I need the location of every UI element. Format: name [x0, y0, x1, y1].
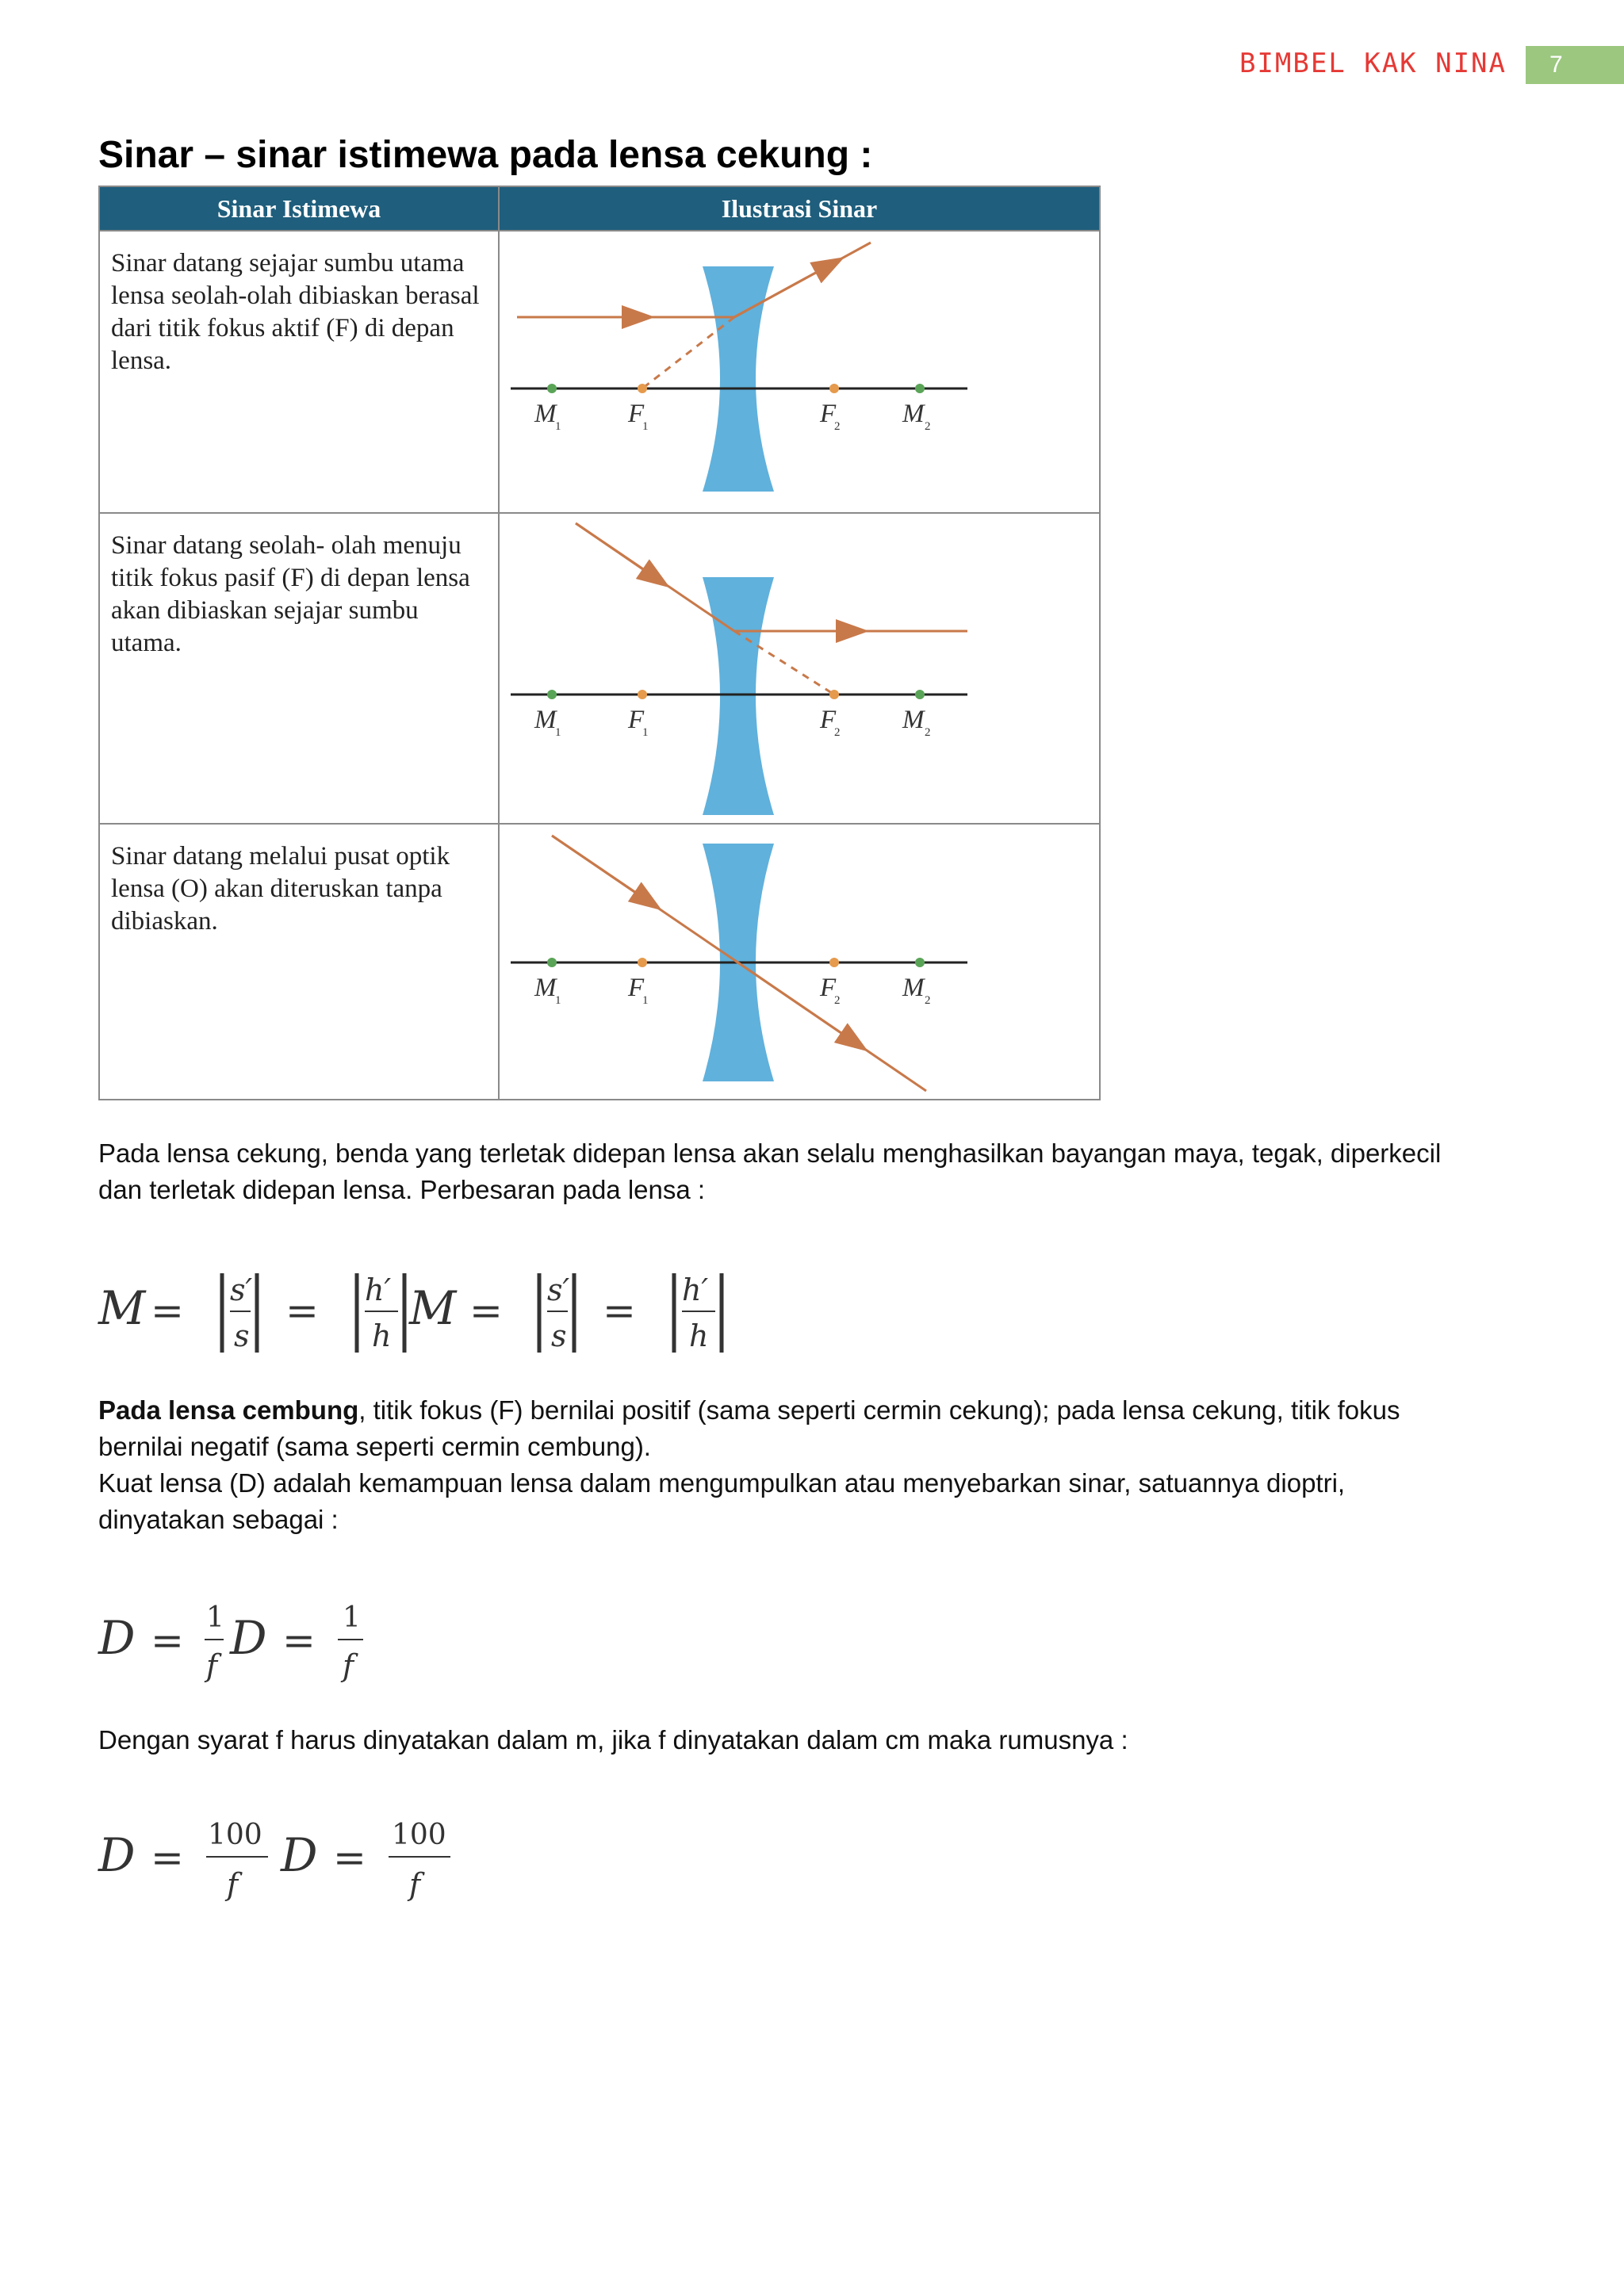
point-m2 — [915, 958, 925, 967]
point-m2 — [915, 384, 925, 393]
formula-den: f — [409, 1867, 421, 1902]
col-header-sinar-istimewa: Sinar Istimewa — [99, 186, 499, 231]
point-f2 — [829, 958, 839, 967]
formula-den: f — [343, 1648, 354, 1683]
power-formula — [95, 1589, 396, 1700]
formula-eq: = — [469, 1288, 503, 1334]
label-f1: F — [628, 706, 645, 734]
label-f1: F — [628, 974, 645, 1002]
label-m2: M — [902, 974, 925, 1002]
formula-eq: = — [151, 1288, 184, 1334]
text-line: Kuat lensa (D) adalah kemampuan lensa dalam mengumpulkan atau menyebarkan sinar, satuannya dioptri, — [98, 1468, 1346, 1498]
point-f1 — [638, 958, 647, 967]
point-f2 — [829, 384, 839, 393]
ray-diagram-parallel — [500, 232, 1099, 512]
formula-s-prime: s′ — [230, 1272, 253, 1307]
label-m2-sub: 2 — [925, 994, 931, 1007]
table-row — [99, 231, 1100, 513]
page-title: Sinar – sinar istimewa pada lensa cekung : — [98, 134, 873, 176]
ray-diagram-center — [500, 825, 1099, 1099]
label-f2-sub: 2 — [834, 994, 841, 1007]
text-line: dan terletak didepan lensa. Perbesaran pada lensa : — [98, 1175, 706, 1204]
point-f1 — [638, 384, 647, 393]
formula-m: M — [409, 1281, 457, 1335]
label-m1-sub: 1 — [555, 994, 561, 1007]
paragraph-unit-condition — [98, 1722, 1526, 1758]
text-line: dinyatakan sebagai : — [98, 1505, 339, 1534]
point-m1 — [547, 690, 557, 699]
formula-d: D — [98, 1828, 136, 1882]
bold-term: Pada lensa cembung — [98, 1395, 359, 1425]
formula-num: 100 — [208, 1819, 262, 1851]
label-f1-sub: 1 — [642, 994, 649, 1007]
table-header-row — [99, 186, 1100, 231]
label-m2-sub: 2 — [925, 420, 931, 433]
magnification-formula — [95, 1259, 745, 1362]
formula-s: s — [551, 1318, 567, 1353]
label-m2: M — [902, 400, 925, 428]
ray-diagram-focal — [500, 514, 1099, 823]
ray-description-3: Sinar datang melalui pusat optik lensa (O) akan diteruskan tanpa dibiaskan. — [99, 824, 499, 1100]
point-m2 — [915, 690, 925, 699]
header-brand: BIMBEL KAK NINA — [1239, 48, 1507, 79]
formula-num: 1 — [206, 1601, 224, 1634]
label-f1-sub: 1 — [642, 726, 649, 739]
special-rays-table — [98, 186, 1101, 1100]
formula-h: h — [372, 1318, 392, 1353]
ray-illustration-2 — [499, 513, 1100, 824]
formula-m: M — [98, 1281, 146, 1335]
concave-lens — [703, 577, 774, 815]
ray-description-2: Sinar datang seolah- olah menuju titik fokus pasif (F) di depan lensa akan dibiaskan sejajar sumbu utama. — [99, 513, 499, 824]
point-m1 — [547, 958, 557, 967]
formula-s-prime: s′ — [547, 1272, 570, 1307]
label-f1: F — [628, 400, 645, 428]
formula-num: 100 — [392, 1819, 446, 1851]
label-f2: F — [820, 706, 837, 734]
power-formula-cm — [95, 1806, 508, 1917]
point-f2 — [829, 690, 839, 699]
point-m1 — [547, 384, 557, 393]
paragraph-focal-sign — [98, 1392, 1526, 1538]
formula-eq: = — [282, 1617, 316, 1663]
page-number: 7 — [1526, 46, 1624, 84]
formula-den: f — [227, 1867, 239, 1902]
point-f1 — [638, 690, 647, 699]
formula-s: s — [234, 1318, 250, 1353]
text-line: Pada lensa cembung, titik fokus (F) bernilai positif (sama seperti cermin cekung); pada lensa cekung, titik fokus — [98, 1395, 1400, 1425]
formula-h-prime: h′ — [365, 1272, 392, 1307]
ray-illustration-3 — [499, 824, 1100, 1100]
ray-illustration-1 — [499, 231, 1100, 513]
paragraph-concave-image — [98, 1135, 1526, 1208]
formula-h-prime: h′ — [682, 1272, 709, 1307]
formula-d: D — [230, 1611, 267, 1665]
formula-eq: = — [285, 1288, 319, 1334]
label-f1-sub: 1 — [642, 420, 649, 433]
formula-num: 1 — [343, 1601, 361, 1634]
table-row — [99, 513, 1100, 824]
text-line: bernilai negatif (sama seperti cermin cembung). — [98, 1432, 651, 1461]
formula-den: f — [206, 1648, 218, 1683]
formula-eq: = — [151, 1835, 184, 1881]
formula-d: D — [281, 1828, 318, 1882]
formula-h: h — [689, 1318, 709, 1353]
label-m1: M — [534, 706, 557, 734]
ray-description-1: Sinar datang sejajar sumbu utama lensa seolah-olah dibiaskan berasal dari titik fokus aktif (F) di depan lensa. — [99, 231, 499, 513]
label-m1: M — [534, 974, 557, 1002]
label-f2-sub: 2 — [834, 726, 841, 739]
label-m1-sub: 1 — [555, 726, 561, 739]
label-f2: F — [820, 400, 837, 428]
table-row — [99, 824, 1100, 1100]
text-line: Dengan syarat f harus dinyatakan dalam m, jika f dinyatakan dalam cm maka rumusnya : — [98, 1725, 1128, 1755]
label-m2: M — [902, 706, 925, 734]
formula-eq: = — [603, 1288, 636, 1334]
formula-eq: = — [151, 1617, 184, 1663]
label-m1: M — [534, 400, 557, 428]
label-f2-sub: 2 — [834, 420, 841, 433]
formula-eq: = — [333, 1835, 366, 1881]
text-line: Pada lensa cekung, benda yang terletak didepan lensa akan selalu menghasilkan bayangan maya, tegak, diperkecil — [98, 1138, 1442, 1168]
label-m1-sub: 1 — [555, 420, 561, 433]
col-header-ilustrasi-sinar: Ilustrasi Sinar — [499, 186, 1100, 231]
label-m2-sub: 2 — [925, 726, 931, 739]
label-f2: F — [820, 974, 837, 1002]
formula-d: D — [98, 1611, 136, 1665]
